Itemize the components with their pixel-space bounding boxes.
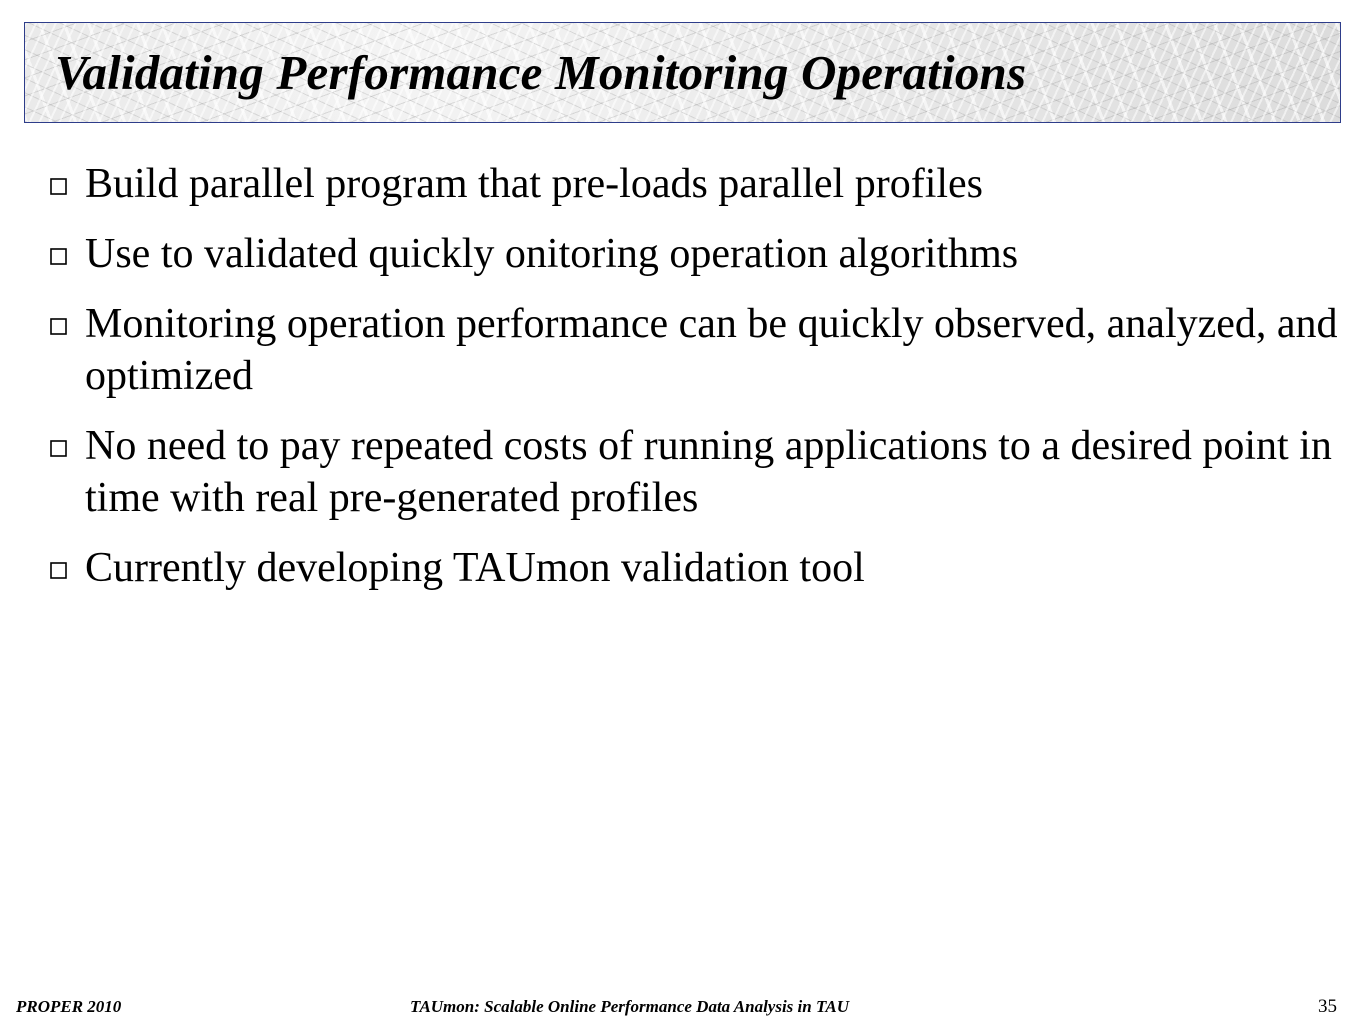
checkbox-icon — [50, 440, 67, 457]
bullet-text: No need to pay repeated costs of running applications to a desired point in time with real pre-generated profiles — [85, 423, 1332, 521]
bullet-item — [50, 542, 1340, 594]
page-number: 35 — [1318, 996, 1337, 1017]
checkbox-icon — [50, 178, 67, 195]
checkbox-icon — [50, 248, 67, 265]
bullet-list — [50, 158, 1340, 612]
footer-presentation-title: TAUmon: Scalable Online Performance Data Analysis in TAU — [410, 997, 850, 1016]
title-banner — [24, 22, 1341, 123]
bullet-item — [50, 420, 1340, 524]
checkbox-icon — [50, 562, 67, 579]
bullet-item — [50, 158, 1340, 210]
bullet-text: Build parallel program that pre-loads parallel profiles — [85, 161, 984, 207]
footer-conference: PROPER 2010 — [16, 997, 122, 1016]
bullet-item — [50, 298, 1340, 402]
bullet-item — [50, 228, 1340, 280]
bullet-text: Currently developing TAUmon validation tool — [85, 545, 865, 591]
slide-title: Validating Performance Monitoring Operations — [55, 45, 1027, 100]
bullet-text: Monitoring operation performance can be quickly observed, analyzed, and optimized — [85, 301, 1338, 399]
bullet-text: Use to validated quickly onitoring operation algorithms — [85, 231, 1019, 277]
checkbox-icon — [50, 318, 67, 335]
